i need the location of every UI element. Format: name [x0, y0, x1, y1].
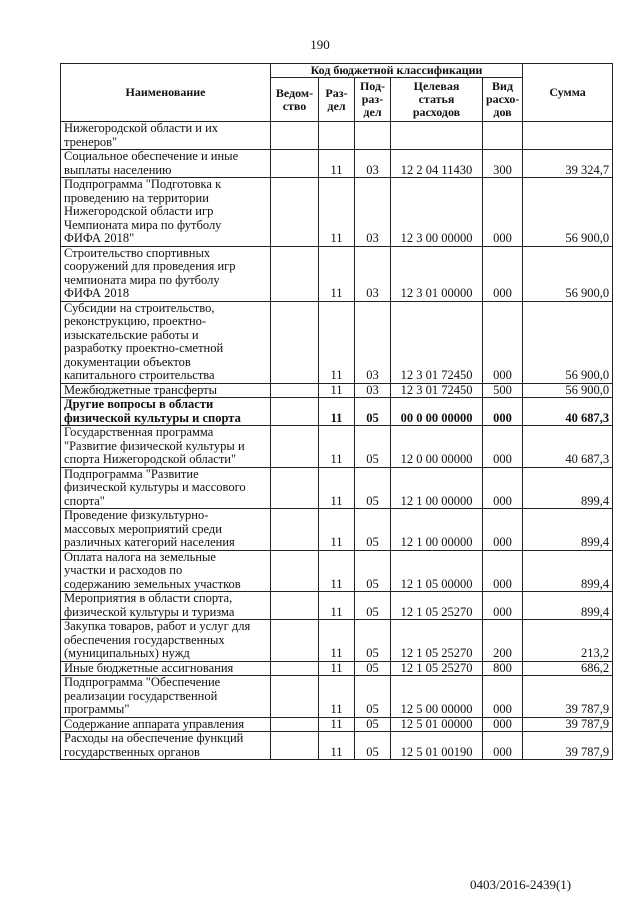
cell-name: Оплата налога на земельные участки и расходов по содержанию земельных участков	[61, 550, 271, 592]
page-number: 190	[310, 37, 330, 52]
cell-razd: 11	[319, 178, 355, 247]
cell-razd: 11	[319, 661, 355, 676]
cell-name: Расходы на обеспечение функций государственных органов	[61, 732, 271, 760]
cell-cel: 12 3 01 72450	[391, 301, 483, 383]
cell-razd: 11	[319, 620, 355, 662]
header-razd: Раз- дел	[319, 78, 355, 122]
cell-name: Мероприятия в области спорта, физической культуры и туризма	[61, 592, 271, 620]
cell-razd: 11	[319, 717, 355, 732]
cell-ved	[271, 509, 319, 551]
cell-name: Иные бюджетные ассигнования	[61, 661, 271, 676]
cell-podr: 05	[355, 620, 391, 662]
cell-podr: 05	[355, 717, 391, 732]
cell-podr: 05	[355, 661, 391, 676]
cell-razd: 11	[319, 246, 355, 301]
cell-vid: 800	[483, 661, 523, 676]
table-row	[61, 509, 613, 551]
cell-ved	[271, 467, 319, 509]
cell-sum: 39 787,9	[523, 676, 613, 718]
cell-cel: 12 2 04 11430	[391, 150, 483, 178]
cell-vid: 000	[483, 592, 523, 620]
table-row	[61, 620, 613, 662]
cell-sum: 56 900,0	[523, 383, 613, 398]
cell-razd: 11	[319, 550, 355, 592]
cell-name: Другие вопросы в области физической культуры и спорта	[61, 398, 271, 426]
table-row	[61, 150, 613, 178]
cell-podr: 05	[355, 467, 391, 509]
header-podr: Под- раз- дел	[355, 78, 391, 122]
table-row	[61, 661, 613, 676]
cell-razd: 11	[319, 592, 355, 620]
cell-ved	[271, 717, 319, 732]
cell-name: Подпрограмма "Обеспечение реализации государственной программы"	[61, 676, 271, 718]
table-row	[61, 426, 613, 468]
cell-sum: 56 900,0	[523, 178, 613, 247]
cell-podr: 05	[355, 509, 391, 551]
cell-cel: 12 1 00 00000	[391, 467, 483, 509]
cell-sum: 39 324,7	[523, 150, 613, 178]
cell-cel: 12 5 01 00000	[391, 717, 483, 732]
cell-name: Строительство спортивных сооружений для проведения игр чемпионата мира по футболу ФИФА 2018	[61, 246, 271, 301]
cell-ved	[271, 150, 319, 178]
cell-vid: 000	[483, 509, 523, 551]
cell-sum: 899,4	[523, 592, 613, 620]
cell-ved	[271, 122, 319, 150]
cell-cel	[391, 122, 483, 150]
cell-razd: 11	[319, 398, 355, 426]
cell-vid: 000	[483, 467, 523, 509]
header-cel: Целевая статья расходов	[391, 78, 483, 122]
cell-ved	[271, 550, 319, 592]
header-classification-group: Код бюджетной классификации	[271, 64, 523, 78]
cell-podr: 05	[355, 676, 391, 718]
cell-razd: 11	[319, 467, 355, 509]
cell-sum: 899,4	[523, 550, 613, 592]
cell-razd: 11	[319, 383, 355, 398]
cell-vid: 200	[483, 620, 523, 662]
table-row	[61, 383, 613, 398]
cell-ved	[271, 426, 319, 468]
cell-sum: 213,2	[523, 620, 613, 662]
header-sum: Сумма	[523, 64, 613, 122]
cell-ved	[271, 676, 319, 718]
cell-cel: 12 1 00 00000	[391, 509, 483, 551]
cell-vid: 000	[483, 301, 523, 383]
cell-sum: 899,4	[523, 467, 613, 509]
cell-cel: 12 3 01 00000	[391, 246, 483, 301]
cell-vid: 300	[483, 150, 523, 178]
cell-vid: 000	[483, 246, 523, 301]
table-row	[61, 717, 613, 732]
cell-cel: 12 5 01 00190	[391, 732, 483, 760]
cell-cel: 12 0 00 00000	[391, 426, 483, 468]
cell-vid: 500	[483, 383, 523, 398]
table-row	[61, 550, 613, 592]
cell-cel: 12 1 05 00000	[391, 550, 483, 592]
cell-vid: 000	[483, 178, 523, 247]
cell-sum: 40 687,3	[523, 398, 613, 426]
cell-podr: 05	[355, 426, 391, 468]
cell-podr: 03	[355, 246, 391, 301]
cell-cel: 12 5 00 00000	[391, 676, 483, 718]
table-row	[61, 398, 613, 426]
cell-sum	[523, 122, 613, 150]
cell-vid: 000	[483, 550, 523, 592]
cell-ved	[271, 246, 319, 301]
table-row	[61, 592, 613, 620]
cell-ved	[271, 732, 319, 760]
table-row	[61, 246, 613, 301]
cell-vid: 000	[483, 717, 523, 732]
cell-cel: 12 1 05 25270	[391, 661, 483, 676]
cell-podr	[355, 122, 391, 150]
cell-name: Содержание аппарата управления	[61, 717, 271, 732]
cell-name: Нижегородской области и их тренеров"	[61, 122, 271, 150]
cell-ved	[271, 383, 319, 398]
cell-name: Социальное обеспечение и иные выплаты населению	[61, 150, 271, 178]
table-row	[61, 178, 613, 247]
cell-vid: 000	[483, 732, 523, 760]
cell-razd: 11	[319, 150, 355, 178]
header-ved: Ведом- ство	[271, 78, 319, 122]
cell-name: Подпрограмма "Развитие физической культуры и массового спорта"	[61, 467, 271, 509]
cell-sum: 40 687,3	[523, 426, 613, 468]
cell-name: Проведение физкультурно- массовых мероприятий среди различных категорий населения	[61, 509, 271, 551]
cell-podr: 05	[355, 398, 391, 426]
cell-podr: 03	[355, 178, 391, 247]
cell-podr: 03	[355, 383, 391, 398]
cell-name: Межбюджетные трансферты	[61, 383, 271, 398]
table-row	[61, 467, 613, 509]
cell-razd: 11	[319, 301, 355, 383]
cell-ved	[271, 620, 319, 662]
cell-ved	[271, 661, 319, 676]
table-body	[61, 122, 613, 760]
cell-vid: 000	[483, 426, 523, 468]
cell-cel: 00 0 00 00000	[391, 398, 483, 426]
cell-ved	[271, 178, 319, 247]
cell-ved	[271, 592, 319, 620]
cell-razd: 11	[319, 732, 355, 760]
cell-podr: 03	[355, 301, 391, 383]
header-vid: Вид расхо- дов	[483, 78, 523, 122]
cell-cel: 12 1 05 25270	[391, 592, 483, 620]
cell-name: Государственная программа "Развитие физической культуры и спорта Нижегородской области"	[61, 426, 271, 468]
cell-podr: 03	[355, 150, 391, 178]
cell-vid: 000	[483, 398, 523, 426]
cell-sum: 899,4	[523, 509, 613, 551]
cell-sum: 56 900,0	[523, 246, 613, 301]
table-row	[61, 676, 613, 718]
cell-razd	[319, 122, 355, 150]
cell-name: Закупка товаров, работ и услуг для обеспечения государственных (муниципальных) нужд	[61, 620, 271, 662]
cell-sum: 686,2	[523, 661, 613, 676]
cell-vid: 000	[483, 676, 523, 718]
cell-podr: 05	[355, 550, 391, 592]
header-name: Наименование	[61, 64, 271, 122]
cell-cel: 12 3 01 72450	[391, 383, 483, 398]
cell-name: Подпрограмма "Подготовка к проведению на территории Нижегородской области игр Чемпионата мира по футболу ФИФА 2018"	[61, 178, 271, 247]
cell-razd: 11	[319, 426, 355, 468]
table-header	[61, 64, 613, 122]
cell-vid	[483, 122, 523, 150]
cell-cel: 12 3 00 00000	[391, 178, 483, 247]
cell-razd: 11	[319, 509, 355, 551]
cell-ved	[271, 398, 319, 426]
cell-sum: 39 787,9	[523, 717, 613, 732]
cell-podr: 05	[355, 592, 391, 620]
cell-razd: 11	[319, 676, 355, 718]
table-row	[61, 122, 613, 150]
table-row	[61, 732, 613, 760]
cell-name: Субсидии на строительство, реконструкцию, проектно- изыскательские работы и разработку проектно-сметной документации объектов капитального строительства	[61, 301, 271, 383]
budget-table	[60, 63, 613, 760]
cell-sum: 56 900,0	[523, 301, 613, 383]
cell-sum: 39 787,9	[523, 732, 613, 760]
table-row	[61, 301, 613, 383]
document-code: 0403/2016-2439(1)	[470, 877, 572, 892]
cell-podr: 05	[355, 732, 391, 760]
cell-ved	[271, 301, 319, 383]
cell-cel: 12 1 05 25270	[391, 620, 483, 662]
